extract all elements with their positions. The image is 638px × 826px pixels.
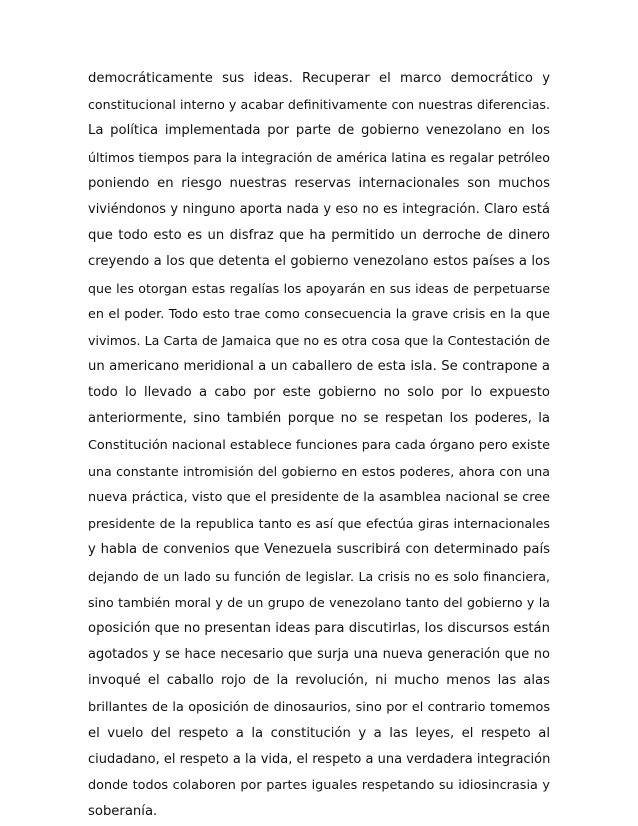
paragraph-line: invoqué el caballo rojo de la revolución, ni mucho menos las alas	[88, 673, 550, 689]
paragraph-line: donde todos colaboren por partes iguales respetando su idiosincrasia y	[88, 778, 550, 794]
paragraph-line: que todo esto es un disfraz que ha permitido un derroche de dinero	[88, 228, 550, 244]
paragraph-line: el vuelo del respeto a la constitución y a las leyes, el respeto al	[88, 725, 550, 741]
paragraph-line: soberanía.	[88, 804, 158, 820]
paragraph-line: y habla de convenios que Venezuela suscribirá con determinado país	[88, 542, 550, 558]
paragraph-line: viviéndonos y ninguno aporta nada y eso no es integración. Claro está	[88, 201, 550, 217]
paragraph-line: ciudadano, el respeto a la vida, el respeto a una verdadera integración	[88, 751, 550, 767]
paragraph-line: todo lo llevado a cabo por este gobierno no solo por lo expuesto	[88, 385, 550, 401]
paragraph-line: últimos tiempos para la integración de américa latina es regalar petróleo	[88, 149, 550, 165]
paragraph-line: La política implementada por parte de gobierno venezolano en los	[88, 123, 550, 139]
paragraph-line: que les otorgan estas regalías los apoyarán en sus ideas de perpetuarse	[88, 280, 550, 296]
paragraph-line: agotados y se hace necesario que surja una nueva generación que no	[88, 647, 550, 663]
paragraph-line: Constitución nacional establece funciones para cada órgano pero existe	[88, 437, 550, 453]
paragraph-line: democráticamente sus ideas. Recuperar el marco democrático y	[88, 71, 550, 86]
paragraph-line: constitucional interno y acabar definitivamente con nuestras diferencias.	[88, 97, 550, 113]
body-paragraph	[88, 66, 550, 825]
paragraph-line: anteriormente, sino también porque no se respetan los poderes, la	[88, 411, 550, 427]
paragraph-line: brillantes de la oposición de dinosaurios, sino por el contrario tomemos	[88, 699, 550, 715]
paragraph-line: un americano meridional a un caballero de esta isla. Se contrapone a	[88, 359, 550, 375]
paragraph-line: sino también moral y de un grupo de venezolano tanto del gobierno y la	[88, 594, 550, 610]
paragraph-line: creyendo a los que detenta el gobierno venezolano estos países a los	[88, 254, 550, 270]
paragraph-line: presidente de la republica tanto es así que efectúa giras internacionales	[88, 516, 550, 532]
paragraph-line: en el poder. Todo esto trae como consecuencia la grave crisis en la que	[88, 306, 550, 322]
paragraph-line: nueva práctica, visto que el presidente de la asamblea nacional se cree	[88, 490, 550, 505]
paragraph-line: dejando de un lado su función de legislar. La crisis no es solo financiera,	[88, 568, 550, 584]
paragraph-line: vivimos. La Carta de Jamaica que no es otra cosa que la Contestación de	[88, 332, 550, 348]
paragraph-line: oposición que no presentan ideas para discutirlas, los discursos están	[88, 620, 550, 636]
paragraph-line: poniendo en riesgo nuestras reservas internacionales son muchos	[88, 175, 550, 191]
paragraph-line: una constante intromisión del gobierno en estos poderes, ahora con una	[88, 463, 550, 479]
